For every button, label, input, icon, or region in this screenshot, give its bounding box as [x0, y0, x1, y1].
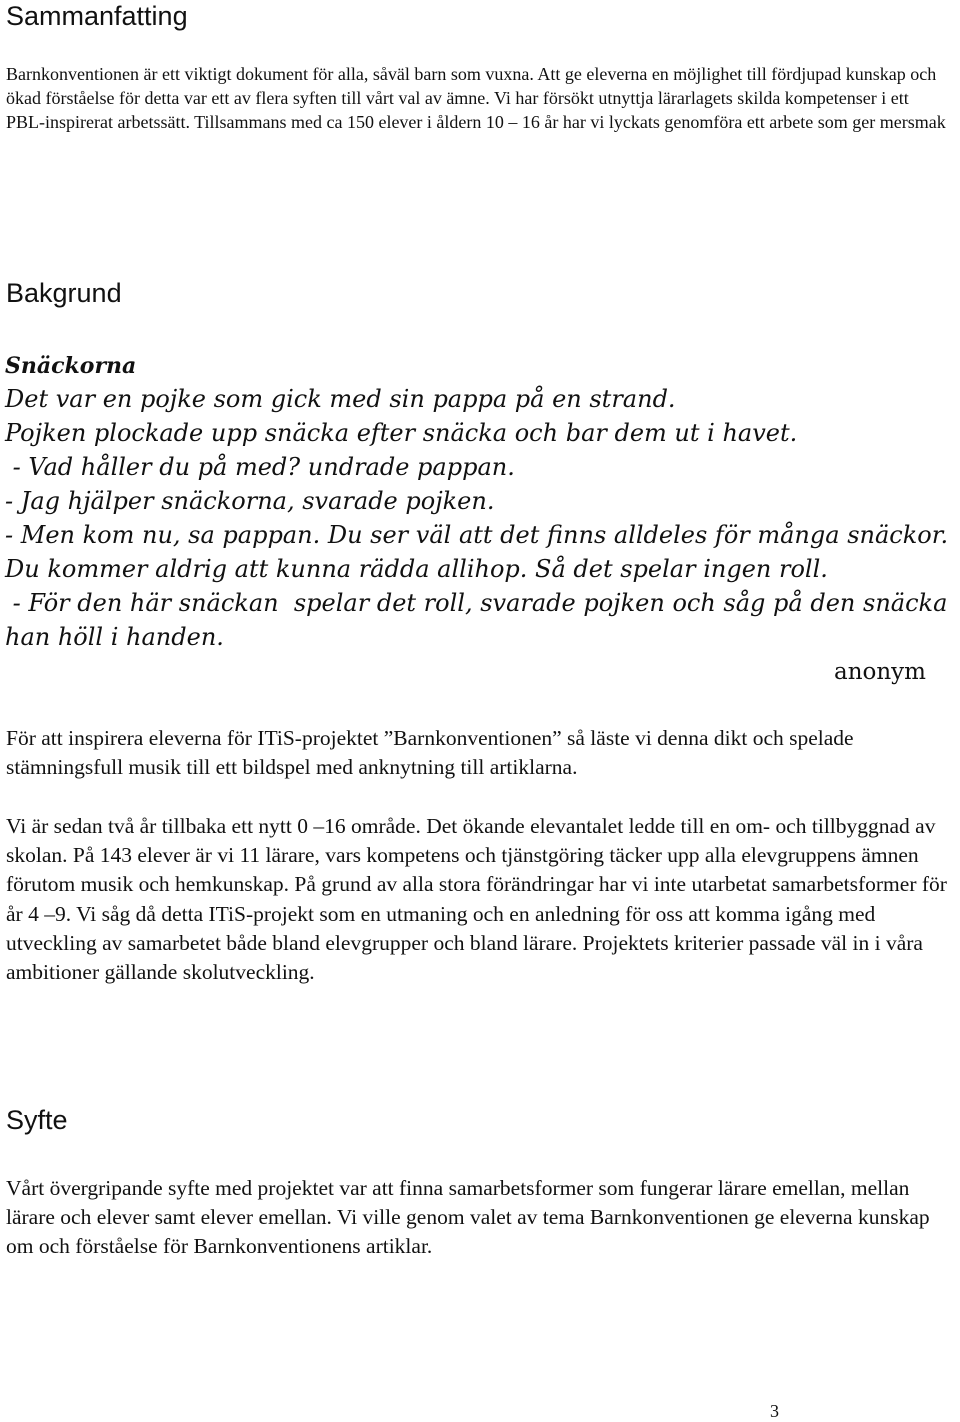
- purpose-text: Vårt övergripande syfte med projektet var att finna samarbetsformer som fungerar lärare emellan, mellan lärare och elever samt elever emellan. Vi ville genom valet av tema Barnkonventionen ge eleverna kunskap om och förståelse för Barnkonventionens artiklar.: [6, 1176, 930, 1259]
- poem-line: Det var en pojke som gick med sin pappa på en strand.: [5, 385, 676, 413]
- poem-author: anonym: [834, 659, 926, 685]
- page-number: 3: [770, 1401, 779, 1421]
- poem-line: Pojken plockade upp snäcka efter snäcka och bar dem ut i havet.: [5, 419, 798, 447]
- poem-line: han höll i handen.: [5, 623, 224, 651]
- poem-line: - Jag hjälper snäckorna, svarade pojken.: [5, 487, 495, 515]
- poem-line: Du kommer aldrig att kunna rädda allihop. Så det spelar ingen roll.: [5, 555, 828, 583]
- summary-heading: Sammanfatting: [6, 1, 188, 31]
- poem-title: Snäckorna: [5, 353, 137, 379]
- background-paragraph-1: För att inspirera eleverna för ITiS-projektet ”Barnkonventionen” så läste vi denna dikt och spelade stämningsfull musik till ett bildspel med anknytning till artiklarna.: [6, 726, 854, 780]
- background-paragraph-2: Vi är sedan två år tillbaka ett nytt 0 –16 område. Det ökande elevantalet ledde till en om- och tillbyggnad av skolan. På 143 elever är vi 11 lärare, vars kompetens och tjänstgöring täcker upp alla elevgruppens ämnen förutom musik och hemkunskap. På grund av alla stora förändringar har vi inte utarbetat samarbetsformer för år 4 –9. Vi såg då detta ITiS-projekt som en utmaning och en anledning för oss att komma igång med utveckling av samarbetet både bland elevgrupper och bland lärare. Projektets kriterier passade väl in i våra ambitioner gällande skolutveckling.: [6, 814, 947, 985]
- poem-line: - Vad håller du på med? undrade pappan.: [5, 453, 515, 481]
- background-heading: Bakgrund: [6, 278, 122, 308]
- poem-line: - För den här snäckan spelar det roll, svarade pojken och såg på den snäcka: [5, 589, 948, 617]
- poem: [5, 350, 955, 654]
- poem-line: - Men kom nu, sa pappan. Du ser väl att det finns alldeles för många snäckor.: [5, 521, 949, 549]
- summary-text: Barnkonventionen är ett viktigt dokument för alla, såväl barn som vuxna. Att ge eleverna en möjlighet till fördjupad kunskap och ökad förståelse för detta var ett av flera syften till vårt val av ämne. Vi har försökt utnyttja lärarlagets skilda kompetenser i ett PBL-inspirerat arbetssätt. Tillsammans med ca 150 elever i åldern 10 – 16 år har vi lyckats genomföra ett arbete som ger mersmak: [6, 64, 946, 132]
- purpose-heading: Syfte: [6, 1105, 68, 1135]
